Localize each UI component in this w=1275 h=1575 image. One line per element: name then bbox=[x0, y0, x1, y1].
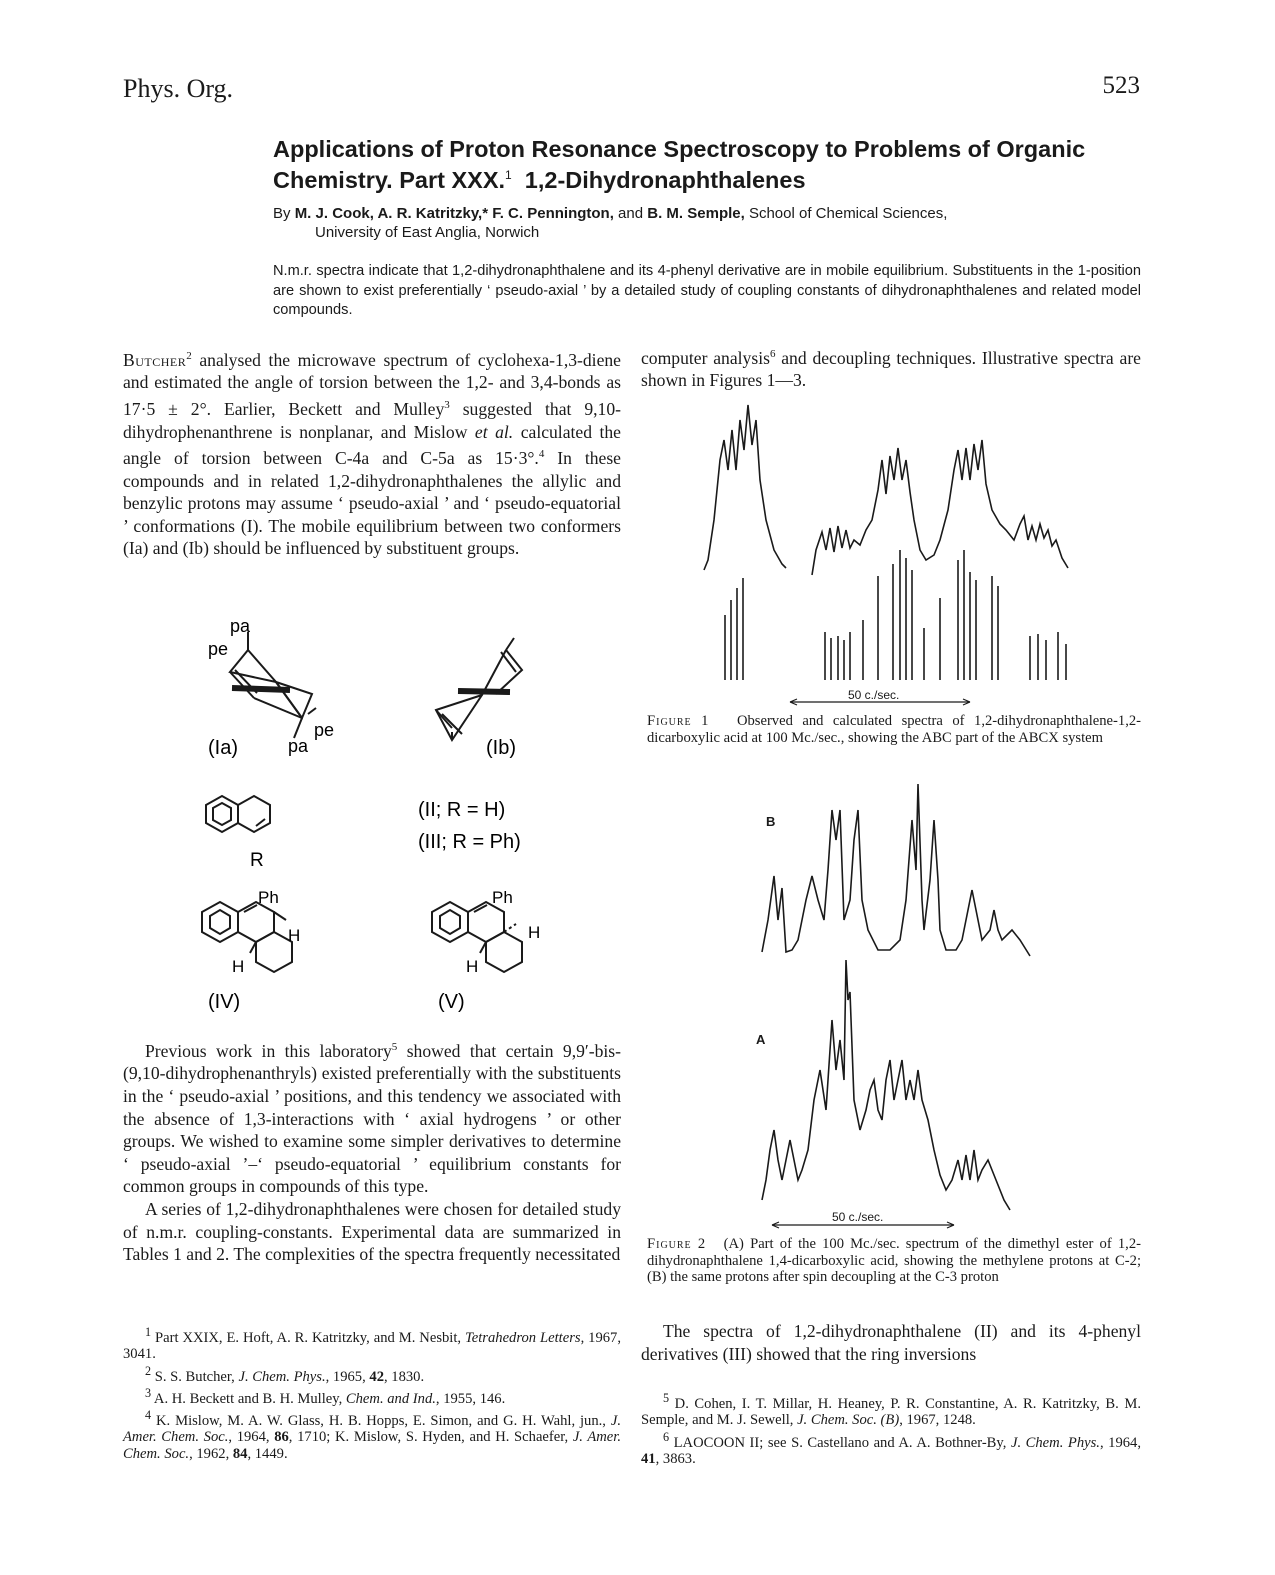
label-IV: (IV) bbox=[208, 991, 241, 1013]
fn4-text-c: , 1710; K. Mislow, S. Hyden, and H. Schaefer, bbox=[288, 1429, 573, 1446]
fn1-number: 1 bbox=[145, 1325, 152, 1339]
label-R: R bbox=[250, 850, 264, 871]
title-line-2a: Chemistry. Part XXX. bbox=[273, 166, 506, 193]
label-Ib: (Ib) bbox=[486, 737, 516, 759]
paragraph-computer-analysis bbox=[641, 343, 1141, 392]
title-line-1: Applications of Proton Resonance Spectroscopy to Problems of Organic bbox=[273, 136, 1086, 162]
fn6-number: 6 bbox=[663, 1429, 670, 1444]
byline-prefix: By bbox=[273, 205, 295, 222]
ref-3: 3 bbox=[444, 399, 450, 412]
fn2-volume: 42 bbox=[369, 1368, 384, 1385]
label-pe-bottom: pe bbox=[314, 720, 335, 740]
fig2-caption-text: (A) Part of the 100 Mc./sec. spectrum of the dimethyl ester of 1,2-dihydronaphthalene 1,4-dicarboxylic acid, showing the methylene protons at C-2; (B) the same protons after spin decoupling at the C-3 proton bbox=[647, 1236, 1141, 1286]
fn4-text-b: , 1964, bbox=[228, 1429, 275, 1446]
fn6-text: LAOCOON II; see S. Castellano and A. A. Bothner-By, bbox=[669, 1434, 1007, 1451]
fn2-journal: J. Chem. Phys. bbox=[238, 1368, 326, 1385]
fn3-text-b: , 1955, 146. bbox=[435, 1390, 506, 1407]
paragraph-spectra bbox=[641, 1320, 1141, 1365]
structure-IV bbox=[202, 902, 292, 972]
chemical-structures bbox=[190, 610, 610, 1030]
fn4-text-e: , 1449. bbox=[247, 1445, 288, 1462]
fn5-number: 5 bbox=[663, 1391, 670, 1405]
label-H-IV-right: H bbox=[288, 926, 301, 945]
fn5-text-b: , 1967, 1248. bbox=[899, 1412, 976, 1429]
footnote-5 bbox=[641, 1390, 1141, 1429]
prev-work-b: showed that certain 9,9′-bis-(9,10-dihydrophenanthryls) existed preferentially with the substituents in the ‘ pseudo-axial ’ positions, and this tendency we associated with the absence of 1,3-interactions with ‘ axial hydrogens ’ or other groups. We wished to examine some simpler derivatives to determine ‘ pseudo-axial ’–‘ pseudo-equatorial ’ equilibrium constants for common groups in compounds of this type. bbox=[123, 1040, 621, 1197]
title-line-2b: 1,2-Dihydronaphthalenes bbox=[511, 166, 806, 193]
fn2-text-c: , 1830. bbox=[383, 1368, 425, 1385]
et-al: et al. bbox=[474, 421, 514, 442]
label-H-IV-left: H bbox=[232, 957, 245, 976]
fn3-number: 3 bbox=[145, 1385, 152, 1400]
intro-text-c: calculated the angle of torsion between C-4a and C-5a as 15·3°. bbox=[123, 421, 621, 468]
authors: M. J. Cook, A. R. Katritzky,* F. C. Pennington, bbox=[294, 205, 614, 222]
running-head: Phys. Org. bbox=[123, 74, 234, 103]
fn4-volume: 86 bbox=[274, 1429, 289, 1446]
affiliation-1: School of Chemical Sciences, bbox=[744, 205, 948, 222]
byline bbox=[273, 204, 1143, 242]
paragraph-series: A series of 1,2-dihydronaphthalenes were chosen for detailed study of n.m.r. coupling-constants. Experimental data are summarized in Tables 1 and 2. The complexities of the spectra frequently necessitated bbox=[123, 1199, 621, 1265]
last-author: B. M. Semple, bbox=[647, 205, 745, 222]
fig2-label-B: B bbox=[766, 814, 776, 829]
ref-4: 4 bbox=[538, 448, 545, 461]
fig2-scale-label: 50 c./sec. bbox=[832, 1210, 884, 1224]
fig1-scale-label: 50 c./sec. bbox=[848, 688, 900, 702]
footnotes-left bbox=[123, 1324, 621, 1462]
intro-text-a: analysed the microwave spectrum of cyclohexa-1,3-diene and estimated the angle of torsion between the 1,2- and 3,4-bonds as 17·5 ± 2°. Earlier, Beckett and Mulley bbox=[123, 349, 621, 419]
figure-2-spectrum bbox=[750, 780, 1050, 1230]
label-pa-bottom: pa bbox=[288, 736, 309, 756]
fig1-observed-trace bbox=[704, 405, 1068, 575]
label-II: (II; R = H) bbox=[418, 799, 506, 821]
figure-2-caption bbox=[647, 1236, 1141, 1286]
ref-6: 6 bbox=[769, 348, 776, 360]
fn1-text-b: , 1967, 3041. bbox=[123, 1329, 621, 1363]
fig2-trace-B bbox=[762, 784, 1030, 956]
fig1-caption-number: 1 bbox=[701, 713, 709, 729]
fn6-text-b: , 1964, bbox=[1099, 1434, 1141, 1451]
fn4-text: K. Mislow, M. A. W. Glass, H. B. Hopps, E. Simon, and G. H. Wahl, jun., bbox=[151, 1413, 611, 1430]
fn3-text: A. H. Beckett and B. H. Mulley, bbox=[151, 1390, 346, 1407]
spectra-text: The spectra of 1,2-dihydronaphthalene (II) and its 4-phenyl derivatives (III) showed that the ring inversions bbox=[641, 1321, 1141, 1364]
fig2-caption-number: 2 bbox=[697, 1236, 706, 1252]
footnote-2 bbox=[123, 1363, 621, 1385]
fig2-caption-label: Figure bbox=[647, 1236, 692, 1252]
bond-bold-Ib bbox=[458, 691, 510, 692]
page-number: 523 bbox=[1102, 72, 1140, 99]
fn2-text: S. S. Butcher, bbox=[151, 1368, 239, 1385]
author-name-smallcaps: Butcher bbox=[123, 349, 187, 370]
article-title bbox=[273, 136, 1143, 193]
affiliation-2: University of East Anglia, Norwich bbox=[315, 224, 540, 241]
fig1-calculated-lines bbox=[725, 550, 1066, 680]
ref-5: 5 bbox=[391, 1041, 398, 1053]
footnote-6 bbox=[641, 1429, 1141, 1468]
structure-II-III bbox=[206, 796, 270, 832]
label-pe-top: pe bbox=[208, 639, 229, 659]
fn3-journal: Chem. and Ind. bbox=[345, 1390, 436, 1407]
fig2-trace-A bbox=[762, 960, 1010, 1210]
structure-Ia bbox=[230, 632, 316, 738]
paragraph-intro bbox=[123, 345, 621, 560]
fig1-caption-text: Observed and calculated spectra of 1,2-dihydronaphthalene-1,2-dicarboxylic acid at 100 Mc./sec., showing the ABC part of the ABCX system bbox=[647, 713, 1141, 746]
computer-analysis-b: and decoupling techniques. Illustrative spectra are shown in Figures 1—3. bbox=[641, 347, 1141, 391]
fn4-text-d: , 1962, bbox=[189, 1445, 233, 1462]
fn1-text: Part XXIX, E. Hoft, A. R. Katritzky, and M. Nesbit, bbox=[151, 1329, 462, 1346]
footnote-3 bbox=[123, 1385, 621, 1407]
prev-work-a: Previous work in this laboratory bbox=[145, 1040, 392, 1061]
label-Ph-V: Ph bbox=[492, 888, 513, 907]
bond-bold-Ia bbox=[232, 688, 290, 690]
intro-text-d: In these compounds and in related 1,2-dihydronaphthalenes the allylic and benzylic protons may assume ‘ pseudo-axial ’ and ‘ pseudo-equatorial ’ conformations (I). The mobile equilibrium between two conformers (Ia) and (Ib) should be influenced by substituent groups. bbox=[123, 447, 621, 559]
fig1-caption-label: Figure bbox=[647, 713, 692, 729]
label-H-V-left: H bbox=[466, 957, 479, 976]
byline-and: and bbox=[613, 205, 648, 222]
computer-analysis-a: computer analysis bbox=[641, 347, 770, 368]
paragraph-previous-work bbox=[123, 1036, 621, 1266]
footnote-1 bbox=[123, 1324, 621, 1363]
intro-text-b: suggested that 9,10-dihydrophenanthrene is nonplanar, and Mislow bbox=[123, 398, 621, 442]
label-III: (III; R = Ph) bbox=[418, 831, 521, 853]
fn6-volume: 41 bbox=[641, 1450, 656, 1467]
fn4-journal: J. Amer. Chem. Soc. bbox=[123, 1413, 621, 1446]
fn4-number: 4 bbox=[145, 1408, 152, 1423]
ref-2: 2 bbox=[186, 350, 192, 362]
figure-1-spectrum bbox=[700, 400, 1100, 710]
title-footnote-ref: 1 bbox=[505, 168, 512, 182]
label-pa-top: pa bbox=[230, 616, 251, 636]
label-H-V-right: H bbox=[528, 923, 541, 942]
label-Ph-IV: Ph bbox=[258, 888, 279, 907]
fig2-label-A: A bbox=[756, 1032, 766, 1047]
footnotes-right bbox=[641, 1390, 1141, 1467]
fn1-journal: Tetrahedron Letters bbox=[465, 1329, 581, 1346]
fn5-text: D. Cohen, I. T. Millar, H. Heaney, P. R. Constantine, A. R. Katritzky, B. M. Semple, and M. J. Sewell, bbox=[641, 1395, 1141, 1429]
fn2-number: 2 bbox=[145, 1363, 152, 1378]
fn2-text-b: , 1965, bbox=[325, 1368, 370, 1385]
footnote-4 bbox=[123, 1407, 621, 1462]
fn6-text-c: , 3863. bbox=[655, 1450, 696, 1467]
fn4-volume-2: 84 bbox=[232, 1445, 248, 1462]
label-V: (V) bbox=[438, 991, 465, 1013]
figure-1-caption bbox=[647, 713, 1141, 746]
fn5-journal: J. Chem. Soc. (B) bbox=[797, 1412, 900, 1429]
fn6-journal: J. Chem. Phys. bbox=[1010, 1434, 1100, 1451]
label-Ia: (Ia) bbox=[208, 737, 238, 759]
abstract: N.m.r. spectra indicate that 1,2-dihydronaphthalene and its 4-phenyl derivative are in mobile equilibrium. Substituents in the 1-position are shown to exist preferentially ‘ pseudo-axial ’ by a detailed study of coupling constants of dihydronaphthalenes and related model compounds. bbox=[273, 263, 1141, 318]
fn4-journal-2: J. Amer. Chem. Soc. bbox=[123, 1429, 621, 1462]
